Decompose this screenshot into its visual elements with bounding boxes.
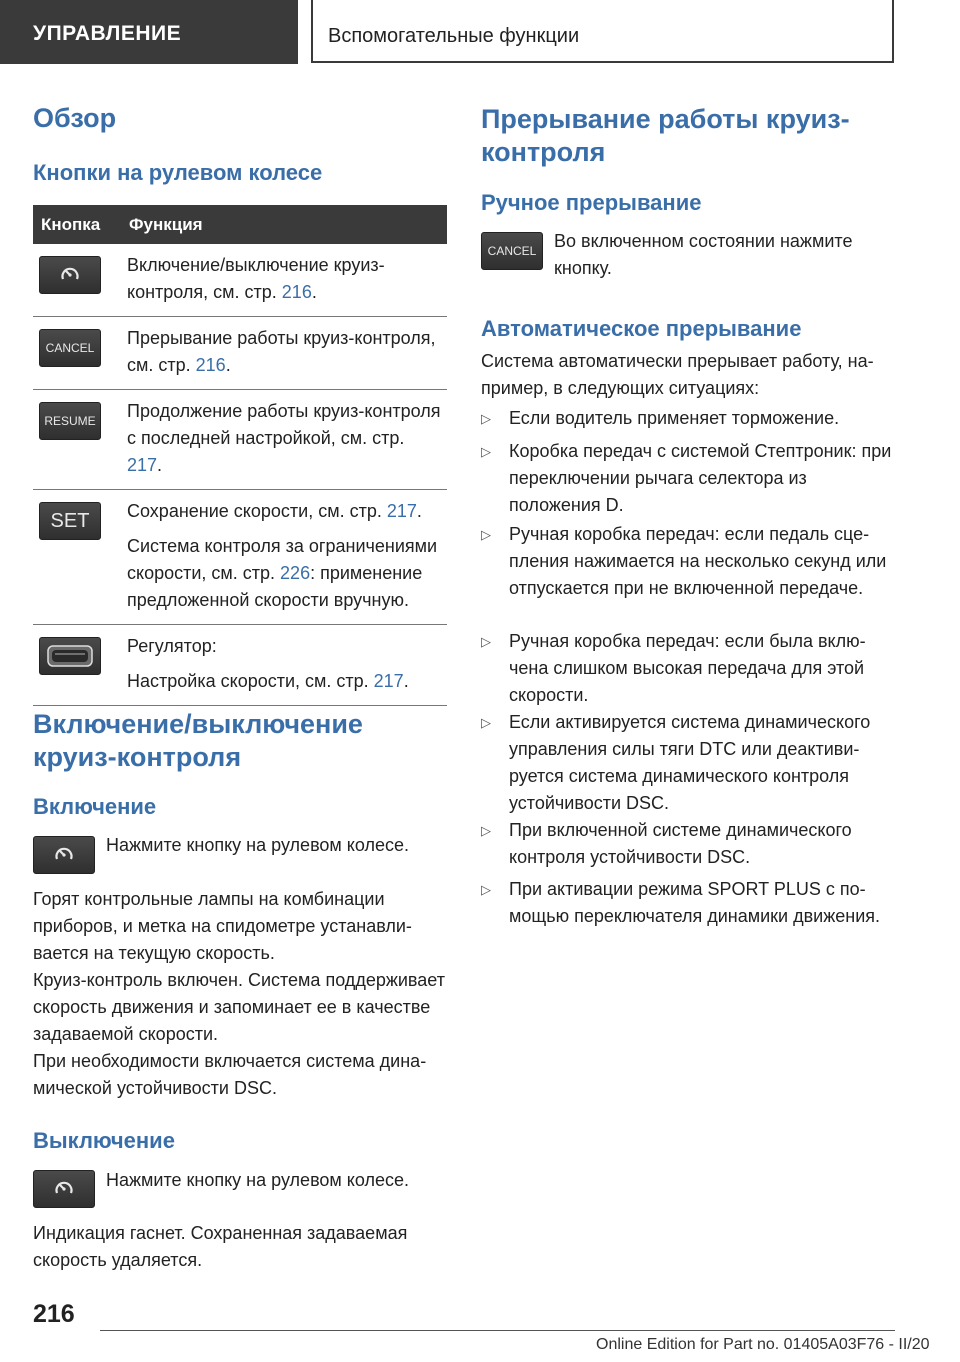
manual-interrupt-title: Ручное прерывание — [481, 190, 702, 215]
page-link[interactable]: 216 — [195, 355, 226, 375]
resume-key-icon: RESUME — [39, 402, 101, 440]
page-link[interactable]: 217 — [373, 671, 404, 691]
row4-text-2-end: : применение предложенной скорости вручную. — [127, 563, 423, 610]
header-section-label: УПРАВЛЕНИЕ — [33, 22, 182, 45]
set-key-icon: SET — [39, 502, 101, 540]
list-item-text: Ручная коробка передач: если педаль сцепления нажимается на несколько секунд или отпускается при не включенной передаче. — [509, 524, 887, 598]
cruise-on-off-title: Включение/выключение круиз-контроля — [33, 709, 363, 772]
cruise-control-icon — [39, 256, 101, 294]
bullet-triangle-icon: ▷ — [481, 715, 491, 730]
switch-off-title: Выключение — [33, 1128, 175, 1153]
steering-buttons-table — [33, 205, 447, 706]
row2-text-end: . — [225, 355, 231, 375]
cancel-key-icon: CANCEL — [39, 329, 101, 367]
row4-text-end: . — [416, 501, 422, 521]
overview-title: Обзор — [33, 103, 117, 133]
table-row — [33, 625, 447, 706]
list-item-text: Если активируется система динамического управления силы тяги DTC или деактивируется система динамического контроля устойчивости DSC. — [509, 712, 871, 813]
bullet-triangle-icon: ▷ — [481, 882, 491, 897]
footer-divider — [100, 1330, 895, 1331]
page-number: 216 — [33, 1300, 75, 1328]
row1-text: Включение/выключение круиз-контроля, см. стр. — [127, 255, 385, 302]
row3-text-end: . — [157, 455, 163, 475]
row3-text: Продолжение работы круиз-контроля с последней настройкой, см. стр. — [127, 401, 441, 448]
steering-buttons-subtitle: Кнопки на рулевом колесе — [33, 160, 323, 185]
table-header-row — [33, 205, 447, 244]
switch-off-paragraph: Индикация гаснет. Сохраненная задаваемая скорость удаляется. — [33, 1223, 408, 1270]
row5-text: Регулятор: — [127, 636, 217, 656]
row4-text-2: Система контроля за ограничениями скорости, см. стр. — [127, 536, 438, 583]
table-header-function: Функция — [121, 205, 447, 244]
list-item-text: При включенной системе динамического контроля устойчивости DSC. — [509, 820, 852, 867]
switch-off-instruction: Нажмите кнопку на рулевом колесе. — [106, 1170, 410, 1190]
list-item-text: Коробка передач с системой Стептроник: при переключении рычага селектора из положения D. — [509, 441, 892, 515]
bullet-triangle-icon: ▷ — [481, 823, 491, 838]
bullet-triangle-icon: ▷ — [481, 444, 491, 459]
switch-on-title: Включение — [33, 794, 157, 819]
table-header-button: Кнопка — [33, 205, 121, 244]
edition-footer: Online Edition for Part no. 01405A03F76 - II/20 — [596, 1336, 930, 1353]
switch-on-paragraph-1: Горят контрольные лампы на комбинации приборов, и метка на спидометре устанавливается на текущую скорость. — [33, 889, 412, 963]
row1-text-end: . — [311, 282, 317, 302]
bullet-triangle-icon: ▷ — [481, 411, 491, 426]
cruise-control-icon — [33, 1170, 95, 1208]
manual-interrupt-text: Во включенном состоянии нажмите кнопку. — [554, 231, 853, 278]
bullet-triangle-icon: ▷ — [481, 527, 491, 542]
row5-text-2-end: . — [403, 671, 409, 691]
rocker-switch-icon — [39, 637, 101, 675]
interrupt-title: Прерывание работы круиз-контроля — [481, 104, 850, 167]
auto-interrupt-intro: Система автоматически прерывает работу, например, в следующих ситуациях: — [481, 351, 874, 398]
switch-on-instruction: Нажмите кнопку на рулевом колесе. — [106, 835, 410, 855]
table-row — [33, 317, 447, 390]
page-link[interactable]: 217 — [127, 455, 158, 475]
switch-on-paragraph-3: При необходимости включается система динамической устойчивости DSC. — [33, 1051, 427, 1098]
header-chapter-label: Вспомогательные функции — [328, 25, 580, 47]
table-row — [33, 490, 447, 625]
cancel-key-icon: CANCEL — [481, 232, 543, 270]
list-item-text: При активации режима SPORT PLUS с помощью переключателя динамики движения. — [509, 879, 881, 926]
switch-on-paragraph-2: Круиз-контроль включен. Система поддерживает скорость движения и запоминает ее в качестве задаваемой скорости. — [33, 970, 445, 1044]
auto-interrupt-title: Автоматическое прерывание — [481, 316, 802, 341]
list-item-text: Если водитель применяет торможение. — [509, 408, 840, 428]
header-section-tab — [0, 0, 298, 64]
page-link[interactable]: 217 — [386, 501, 417, 521]
bullet-triangle-icon: ▷ — [481, 634, 491, 649]
header-chapter-box — [311, 0, 894, 63]
row5-text-2: Настройка скорости, см. стр. — [127, 671, 374, 691]
table-row — [33, 390, 447, 490]
cruise-control-icon — [33, 836, 95, 874]
row4-text: Сохранение скорости, см. стр. — [127, 501, 387, 521]
page-link[interactable]: 226 — [280, 563, 311, 583]
table-row — [33, 244, 447, 317]
page-link[interactable]: 216 — [281, 282, 312, 302]
list-item-text: Ручная коробка передач: если была включена слишком высокая передача для этой скорости. — [509, 631, 866, 705]
row2-text: Прерывание работы круиз-контроля, см. стр. — [127, 328, 436, 375]
